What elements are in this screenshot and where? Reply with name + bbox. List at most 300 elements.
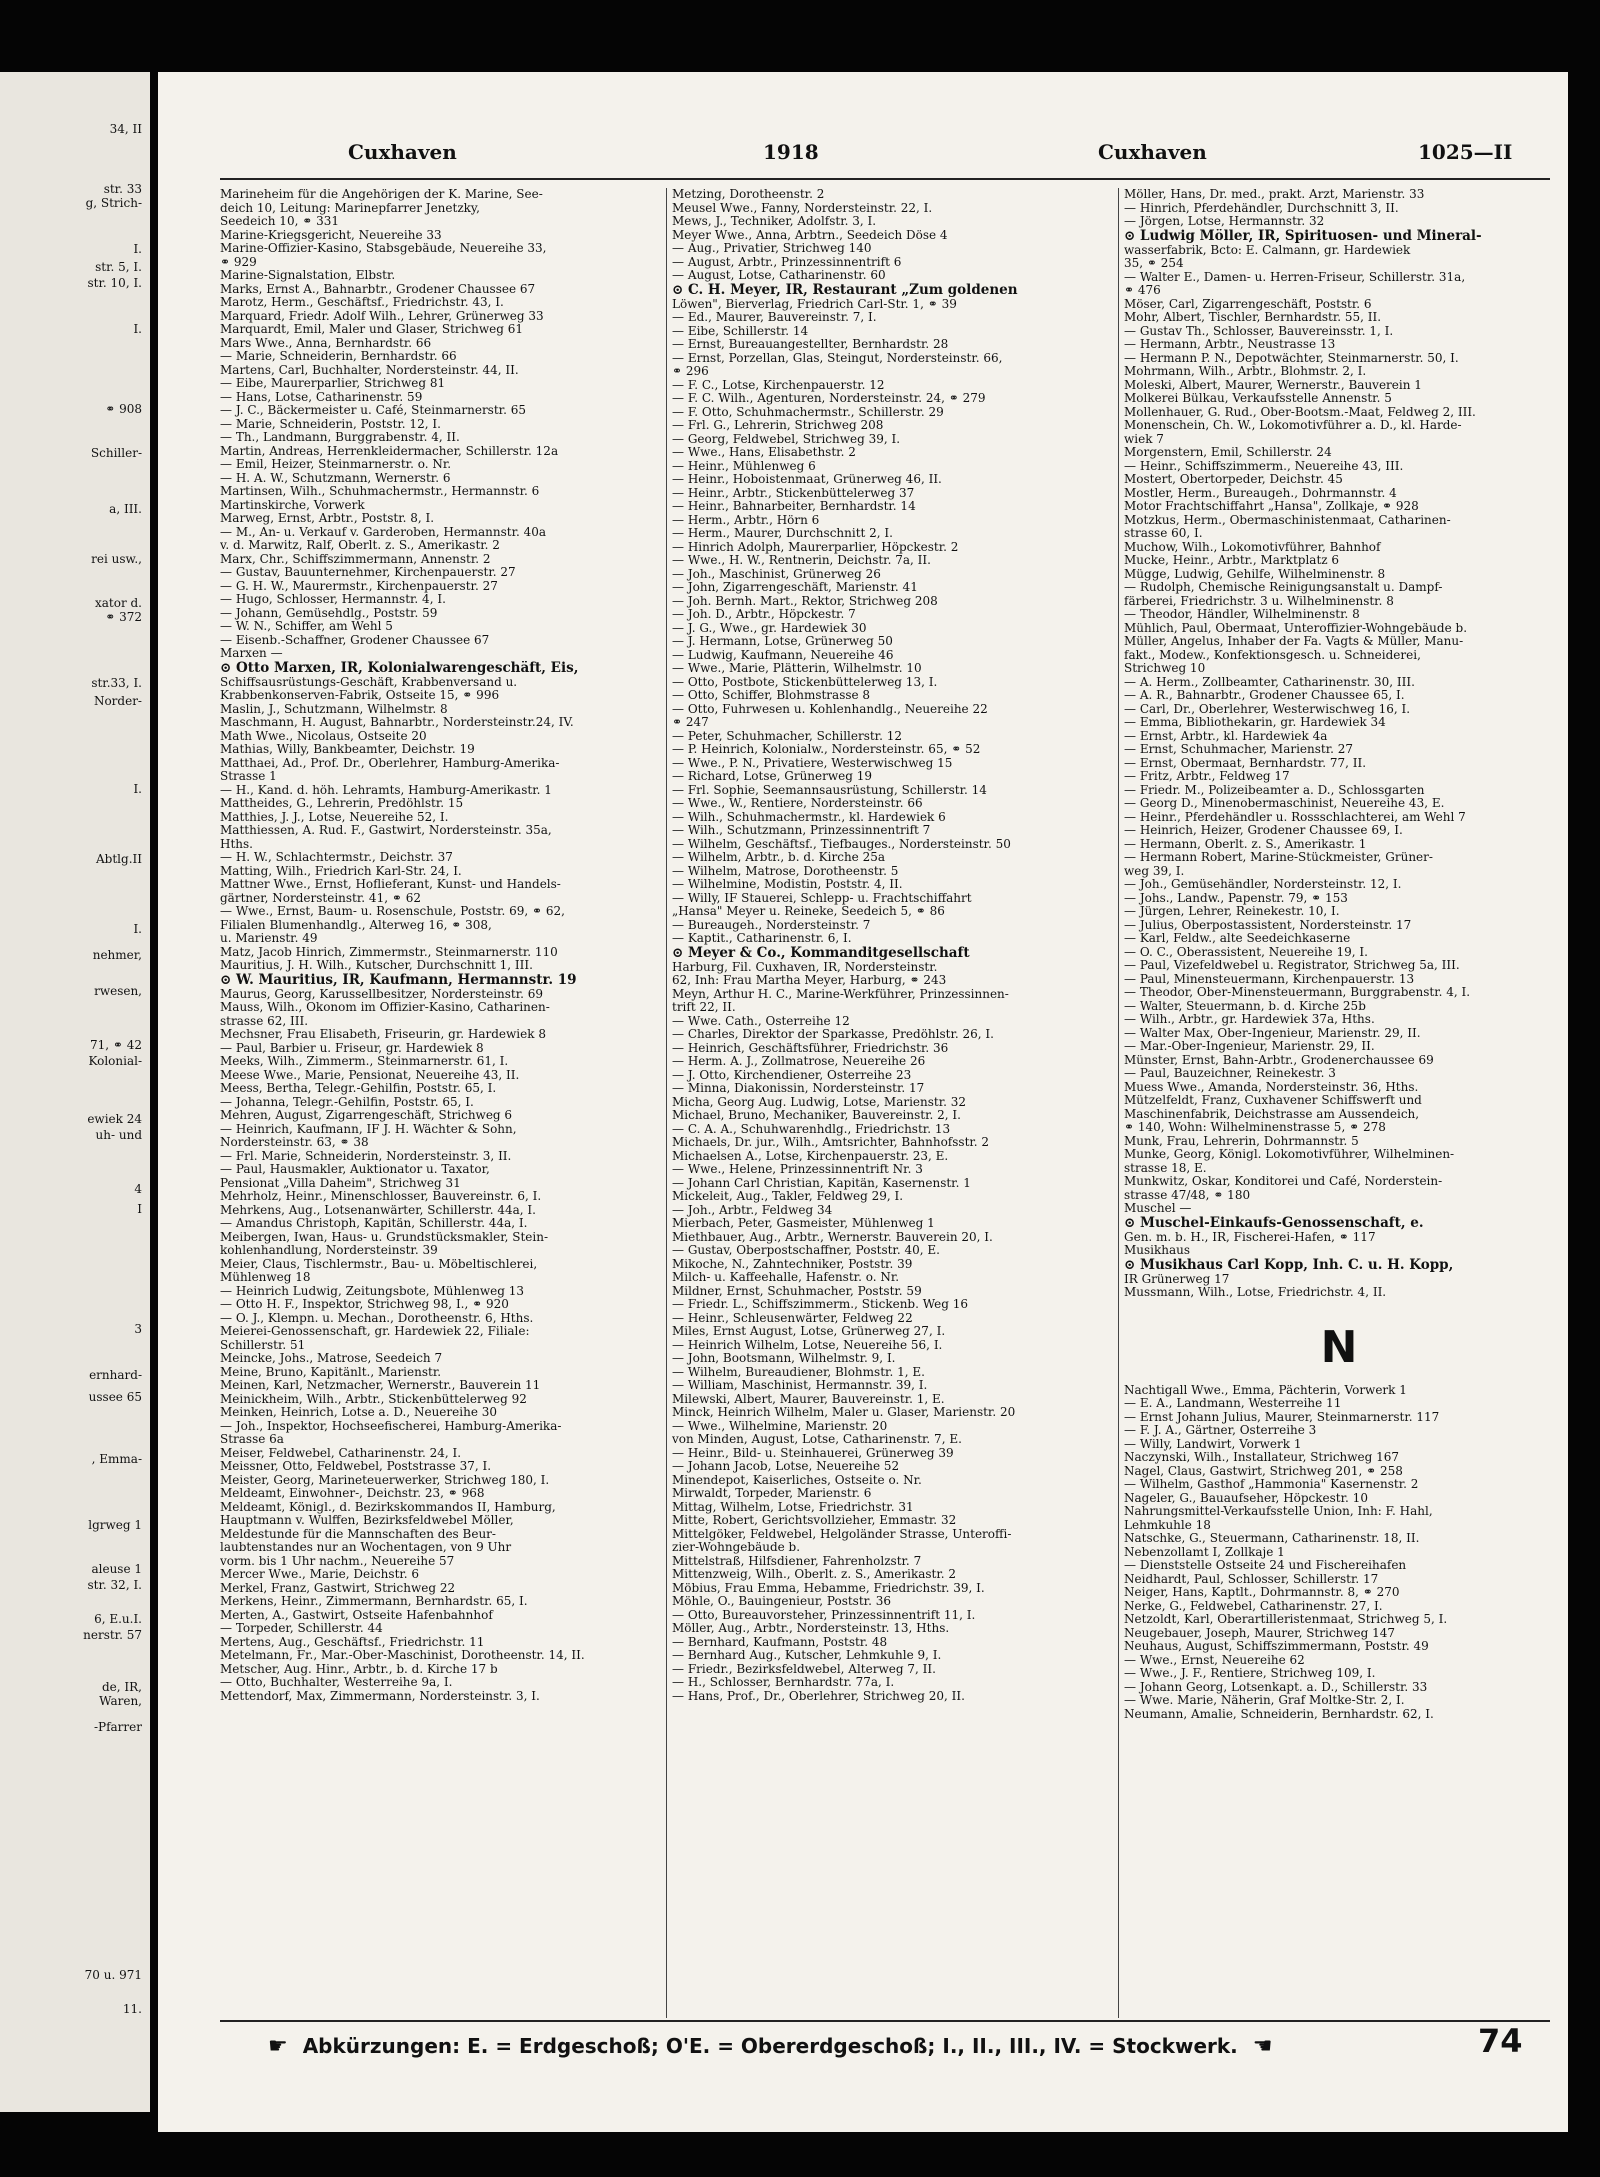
abbreviations-text: Abkürzungen: E. = Erdgeschoß; O'E. = Obererdgeschoß; I., II., III., IV. = Stockwerk. (302, 2034, 1238, 2058)
directory-entry: — Paul, Barbier u. Friseur, gr. Hardewiek 8 (220, 1041, 484, 1055)
directory-entry: gärtner, Nordersteinstr. 41, ⚭ 62 (220, 891, 421, 905)
directory-entry: — Wilhelm, Geschäftsf., Tiefbauges., Nordersteinstr. 50 (672, 837, 1011, 851)
directory-entry: Meibergen, Iwan, Haus- u. Grundstücksmakler, Stein- (220, 1230, 549, 1244)
directory-entry: Minck, Heinrich Wilhelm, Maler u. Glaser, Marienstr. 20 (672, 1406, 1016, 1419)
directory-entry: Miethbauer, Aug., Arbtr., Wernerstr. Bauverein 20, I. (672, 1230, 993, 1244)
directory-entry: Marine-Kriegsgericht, Neuereihe 33 (220, 228, 442, 242)
directory-entry: Mohr, Albert, Tischler, Bernhardstr. 55, II. (1124, 311, 1382, 324)
directory-entry: Marquardt, Emil, Maler und Glaser, Strichweg 61 (220, 323, 524, 336)
directory-entry: — Julius, Oberpostassistent, Nordersteinstr. 17 (1124, 918, 1412, 932)
directory-entry: Munke, Georg, Königl. Lokomotivführer, Wilhelminen- (1124, 1148, 1455, 1161)
adjacent-page-fragment: ewiek 24 (87, 1112, 142, 1126)
directory-entry: — A. Herm., Zollbeamter, Catharinenstr. 30, III. (1124, 675, 1415, 689)
directory-entry: — Hinrich Adolph, Maurerparlier, Höpckestr. 2 (672, 540, 959, 554)
directory-entry: Mews, J., Techniker, Adolfstr. 3, I. (672, 215, 877, 228)
directory-entry: — Wwe., H. W., Rentnerin, Deichstr. 7a, II. (672, 554, 931, 567)
directory-entry: Neugebauer, Joseph, Maurer, Strichweg 147 (1124, 1626, 1396, 1640)
directory-entry: Muess Wwe., Amanda, Nordersteinstr. 36, Hths. (1124, 1080, 1419, 1094)
directory-entry: Milch- u. Kaffeehalle, Hafenstr. o. Nr. (672, 1271, 900, 1284)
directory-entry: — Heinr., Arbtr., Stickenbüttelerweg 37 (672, 486, 915, 500)
directory-entry: — Herm. A. J., Zollmatrose, Neuereihe 26 (672, 1055, 926, 1068)
directory-entry: — Wilhelm, Matrose, Dorotheenstr. 5 (672, 864, 899, 878)
adjacent-page-fragment: ussee 65 (88, 1390, 142, 1404)
adjacent-page-fragment: 71, ⚭ 42 (89, 1038, 142, 1052)
adjacent-page-fragment: ernhard- (89, 1368, 142, 1382)
column-1 (220, 188, 650, 2018)
directory-entry: Maschinenfabrik, Deichstrasse am Aussendeich, (1124, 1107, 1420, 1121)
directory-entry: Minendepot, Kaiserliches, Ostseite o. Nr. (672, 1473, 922, 1487)
directory-entry: — Johann Jacob, Lotse, Neuereihe 52 (672, 1460, 900, 1473)
directory-entry: — Wilh., Schuhmachermstr., kl. Hardewiek 6 (672, 810, 946, 824)
directory-entry: — Johann Carl Christian, Kapitän, Kasernenstr. 1 (672, 1176, 971, 1190)
directory-entry: Merkel, Franz, Gastwirt, Strichweg 22 (220, 1581, 456, 1595)
directory-entry: Marineheim für die Angehörigen der K. Marine, See- (220, 188, 543, 201)
directory-entry: — Heinrich, Kaufmann, IF J. H. Wächter & Sohn, (220, 1122, 517, 1136)
directory-entry: — Ernst, Porzellan, Glas, Steingut, Nordersteinstr. 66, (672, 351, 1003, 365)
adjacent-page-fragment: 11. (122, 2002, 142, 2016)
directory-entry: Lehmkuhle 18 (1124, 1518, 1211, 1532)
directory-entry: Martinsen, Wilh., Schuhmachermstr., Hermannstr. 6 (220, 485, 540, 498)
directory-entry: Mussmann, Wilh., Lotse, Friedrichstr. 4, II. (1124, 1286, 1387, 1299)
directory-entry: u. Marienstr. 49 (220, 932, 318, 945)
pointing-hand-icon: ☚ (1252, 2034, 1273, 2059)
directory-entry: — Otto, Postbote, Stickenbüttelerweg 13, I. (672, 675, 938, 689)
directory-entry: — Wwe., P. N., Privatiere, Westerwischweg 15 (672, 756, 953, 770)
directory-entry: — August, Arbtr., Prinzessinnentrift 6 (672, 255, 902, 269)
directory-entry: — Heinr., Mühlenweg 6 (672, 459, 816, 473)
directory-entry: Maslin, J., Schutzmann, Wilhelmstr. 8 (220, 702, 448, 716)
directory-entry: — Karl, Feldw., alte Seedeichkaserne (1124, 932, 1351, 945)
directory-entry: Meine, Bruno, Kapitänlt., Marienstr. (220, 1365, 442, 1379)
directory-entry: Motor Frachtschiffahrt „Hansa", Zollkaje, ⚭ 928 (1124, 500, 1419, 513)
directory-entry: — Johs., Landw., Papenstr. 79, ⚭ 153 (1124, 891, 1348, 905)
directory-entry: — Willy, Landwirt, Vorwerk 1 (1124, 1437, 1302, 1451)
directory-entry: Metelmann, Fr., Mar.-Ober-Maschinist, Dorotheenstr. 14, II. (220, 1649, 585, 1662)
adjacent-page-fragment: uh- und (95, 1128, 142, 1142)
directory-entry: Mikoche, N., Zahntechniker, Poststr. 39 (672, 1257, 913, 1271)
directory-entry: — F. Otto, Schuhmachermstr., Schillerstr. 29 (672, 405, 944, 419)
directory-entry: Neuhaus, August, Schiffszimmermann, Poststr. 49 (1124, 1640, 1429, 1653)
directory-entry: Neiger, Hans, Kaptlt., Dohrmannstr. 8, ⚭ 270 (1124, 1586, 1400, 1599)
directory-entry: Möller, Aug., Arbtr., Nordersteinstr. 13, Hths. (672, 1622, 950, 1635)
directory-entry: Natschke, G., Steuermann, Catharinenstr. 18, II. (1124, 1532, 1420, 1545)
directory-entry: Marks, Ernst A., Bahnarbtr., Grodener Chaussee 67 (220, 282, 536, 296)
directory-entry: Meier, Claus, Tischlermstr., Bau- u. Möbeltischlerei, (220, 1257, 538, 1271)
header-city-left: Cuxhaven (348, 140, 457, 164)
directory-entry: — Hermann Robert, Marine-Stückmeister, Grüner- (1124, 851, 1433, 864)
directory-entry: — Walter, Steuermann, b. d. Kirche 25b (1124, 999, 1366, 1013)
directory-entry: Matz, Jacob Hinrich, Zimmermstr., Steinmarnerstr. 110 (220, 945, 558, 959)
directory-entry: — Joh. D., Arbtr., Höpckestr. 7 (672, 608, 856, 621)
directory-entry: Meldeamt, Königl., d. Bezirkskommandos II, Hamburg, (220, 1500, 556, 1514)
directory-entry: Filialen Blumenhandlg., Alterweg 16, ⚭ 308, (220, 918, 492, 932)
directory-entry: Mertens, Aug., Geschäftsf., Friedrichstr. 11 (220, 1635, 485, 1649)
directory-entry: ⊙ Otto Marxen, IR, Kolonialwarengeschäft, Eis, (220, 660, 579, 676)
directory-entry: laubtenstandes nur an Wochentagen, von 9 Uhr (220, 1541, 512, 1554)
directory-entry: Strasse 6a (220, 1433, 284, 1446)
adjacent-page-fragment: aleuse 1 (91, 1562, 142, 1576)
directory-entry: — Joh., Gemüsehändler, Nordersteinstr. 12, I. (1124, 878, 1402, 891)
directory-entry: — Wwe. Cath., Osterreihe 12 (672, 1014, 850, 1028)
adjacent-page-fragment: 34, II (109, 122, 142, 136)
directory-entry: strasse 18, E. (1124, 1161, 1207, 1175)
directory-entry: Miles, Ernst August, Lotse, Grünerweg 27, I. (672, 1325, 946, 1338)
directory-entry: — J. Hermann, Lotse, Grünerweg 50 (672, 635, 893, 648)
directory-entry: wasserfabrik, Bcto: E. Calmann, gr. Hardewiek (1124, 243, 1411, 257)
directory-entry: — Hans, Lotse, Catharinenstr. 59 (220, 390, 423, 404)
footer-rule (220, 2020, 1550, 2022)
directory-entry: Meinen, Karl, Netzmacher, Wernerstr., Bauverein 11 (220, 1379, 541, 1392)
directory-entry: — Emma, Bibliothekarin, gr. Hardewiek 34 (1124, 716, 1386, 729)
adjacent-page-fragment: xator d. (94, 596, 142, 610)
adjacent-page-fragment: rwesen, (94, 984, 142, 998)
directory-entry: — Otto H. F., Inspektor, Strichweg 98, I., ⚭ 920 (220, 1298, 509, 1311)
adjacent-page-fragment: , Emma- (91, 1452, 142, 1466)
directory-entry: — Wwe., Helene, Prinzessinnentrift Nr. 3 (672, 1163, 923, 1176)
directory-entry: Meincke, Johs., Matrose, Seedeich 7 (220, 1352, 443, 1365)
directory-entry: — Georg D., Minenobermaschinist, Neuereihe 43, E. (1124, 797, 1445, 810)
directory-entry: — Otto, Schiffer, Blohmstrasse 8 (672, 689, 871, 702)
directory-entry: Marweg, Ernst, Arbtr., Poststr. 8, I. (220, 512, 435, 525)
directory-entry: — Johanna, Telegr.-Gehilfin, Poststr. 65, I. (220, 1095, 474, 1109)
directory-entry: Michael, Bruno, Mechaniker, Bauvereinstr. 2, I. (672, 1109, 961, 1122)
adjacent-page-fragment: I (137, 1202, 142, 1216)
directory-entry: — Th., Landmann, Burggrabenstr. 4, II. (220, 431, 460, 444)
directory-entry: 62, Inh: Frau Martha Meyer, Harburg, ⚭ 243 (672, 974, 947, 987)
directory-entry: — Wwe., Wilhelmine, Marienstr. 20 (672, 1419, 888, 1433)
directory-entry: — F. C. Wilh., Agenturen, Nordersteinstr. 24, ⚭ 279 (672, 392, 986, 405)
directory-entry: Mühlich, Paul, Obermaat, Unteroffizier-Wohngebäude b. (1124, 621, 1468, 635)
directory-entry: ⊙ Ludwig Möller, IR, Spirituosen- und Mineral- (1124, 228, 1482, 244)
directory-entry: Marquard, Friedr. Adolf Wilh., Lehrer, Grünerweg 33 (220, 309, 544, 323)
directory-entry: Martinskirche, Vorwerk (220, 498, 365, 512)
directory-entry: Strichweg 10 (1124, 662, 1206, 675)
directory-entry: Mohrmann, Wilh., Arbtr., Blohmstr. 2, I. (1124, 365, 1367, 378)
directory-entry: ⊙ Musikhaus Carl Kopp, Inh. C. u. H. Kopp, (1124, 1257, 1454, 1273)
directory-entry: IR Grünerweg 17 (1124, 1272, 1230, 1286)
directory-entry: Naczynski, Wilh., Installateur, Strichweg 167 (1124, 1451, 1400, 1464)
directory-entry: — Walter Max, Ober-Ingenieur, Marienstr. 29, II. (1124, 1026, 1421, 1040)
directory-entry: Nebenzollamt I, Zollkaje 1 (1124, 1545, 1285, 1559)
directory-entry: — Peter, Schuhmacher, Schillerstr. 12 (672, 729, 902, 743)
header-rule (220, 178, 1550, 180)
directory-entry: — Herm., Arbtr., Hörn 6 (672, 513, 820, 527)
directory-entry: Mühlenweg 18 (220, 1271, 311, 1284)
directory-entry: — Wwe., J. F., Rentiere, Strichweg 109, I. (1124, 1667, 1376, 1680)
directory-entry: ⊙ W. Mauritius, IR, Kaufmann, Hermannstr. 19 (220, 972, 577, 988)
directory-entry: strasse 47/48, ⚭ 180 (1124, 1188, 1251, 1202)
directory-entry: — F. C., Lotse, Kirchenpauerstr. 12 (672, 378, 885, 392)
directory-entry: ⚭ 296 (672, 365, 709, 378)
adjacent-page-fragment: g, Strich- (85, 196, 142, 210)
directory-entry: — Frl. Marie, Schneiderin, Nordersteinstr. 3, II. (220, 1149, 512, 1163)
directory-entry: — Marie, Schneiderin, Poststr. 12, I. (220, 417, 441, 431)
directory-entry: — Friedr. M., Polizeibeamter a. D., Schlossgarten (1124, 783, 1425, 797)
directory-entry: ⊙ Meyer & Co., Kommanditgesellschaft (672, 945, 970, 961)
directory-entry: Martens, Carl, Buchhalter, Nordersteinstr. 44, II. (220, 363, 519, 377)
directory-entry: Möller, Hans, Dr. med., prakt. Arzt, Marienstr. 33 (1124, 188, 1425, 201)
header-city-right: Cuxhaven (1098, 140, 1207, 164)
directory-entry: Mildner, Ernst, Schuhmacher, Poststr. 59 (672, 1284, 922, 1298)
directory-entry: Musikhaus (1124, 1244, 1191, 1257)
directory-entry: Maschmann, H. August, Bahnarbtr., Nordersteinstr.24, IV. (220, 716, 574, 729)
adjacent-page-strip (0, 72, 150, 2112)
directory-entry: Meyer Wwe., Anna, Arbtrn., Seedeich Döse 4 (672, 228, 948, 242)
adjacent-page-fragment: a, III. (109, 502, 142, 516)
directory-entry: — M., An- u. Verkauf v. Garderoben, Hermannstr. 40a (220, 525, 547, 539)
directory-entry: — Wwe. Marie, Näherin, Graf Moltke-Str. 2, I. (1124, 1694, 1405, 1707)
directory-entry: strasse 62, III. (220, 1014, 309, 1028)
adjacent-page-fragment: I. (133, 782, 142, 796)
directory-entry: von Minden, August, Lotse, Catharinenstr. 7, E. (672, 1433, 962, 1446)
directory-entry: Matthies, J. J., Lotse, Neuereihe 52, I. (220, 810, 449, 824)
directory-entry: Löwen", Bierverlag, Friedrich Carl-Str. 1, ⚭ 39 (672, 297, 957, 311)
directory-entry: ⚭ 247 (672, 716, 709, 729)
directory-entry: Mützelfeldt, Franz, Cuxhavener Schiffswerft und (1124, 1094, 1422, 1107)
directory-entry: — Carl, Dr., Oberlehrer, Westerwischweg 16, I. (1124, 702, 1411, 716)
directory-entry: — Herm., Maurer, Durchschnitt 2, I. (672, 527, 893, 540)
directory-entry: Schiffsausrüstungs-Geschäft, Krabbenversand u. (220, 675, 518, 689)
directory-entry: Matting, Wilh., Friedrich Karl-Str. 24, I. (220, 864, 462, 878)
directory-entry: — Mar.-Ober-Ingenieur, Marienstr. 29, II. (1124, 1040, 1375, 1053)
directory-entry: — Otto, Buchhalter, Westerreihe 9a, I. (220, 1676, 453, 1689)
directory-entry: — Dienststelle Ostseite 24 und Fischereihafen (1124, 1559, 1407, 1572)
column-2 (672, 188, 1102, 2018)
directory-entry: — Heinr., Schiffszimmerm., Neuereihe 43, III. (1124, 459, 1404, 473)
directory-entry: — Otto, Bureauvorsteher, Prinzessinnentrift 11, I. (672, 1608, 976, 1622)
directory-entry: — Bernhard, Kaufmann, Poststr. 48 (672, 1635, 888, 1649)
directory-entry: — Hermann P. N., Depotwächter, Steinmarnerstr. 50, I. (1124, 351, 1459, 365)
directory-entry: — Ernst Johann Julius, Maurer, Steinmarnerstr. 117 (1124, 1410, 1440, 1424)
directory-entry: Mittag, Wilhelm, Lotse, Friedrichstr. 31 (672, 1500, 914, 1514)
directory-entry: zier-Wohngebäude b. (672, 1541, 801, 1554)
directory-entry: Möbius, Frau Emma, Hebamme, Friedrichstr. 39, I. (672, 1581, 985, 1595)
directory-entry: Meyn, Arthur H. C., Marine-Werkführer, Prinzessinnen- (672, 987, 1009, 1001)
directory-entry: Muchow, Wilh., Lokomotivführer, Bahnhof (1124, 540, 1381, 554)
directory-entry: — H., Schlosser, Bernhardstr. 77a, I. (672, 1676, 895, 1689)
column-3 (1124, 188, 1554, 2018)
directory-entry: färberei, Friedrichstr. 3 u. Wilhelminenstr. 8 (1124, 594, 1394, 608)
adjacent-page-fragment: str. 10, I. (87, 276, 142, 290)
directory-entry: Nerke, G., Feldwebel, Catharinenstr. 27, I. (1124, 1599, 1383, 1613)
directory-entry: Munkwitz, Oskar, Konditorei und Café, Norderstein- (1124, 1175, 1443, 1188)
directory-entry: Mickeleit, Aug., Takler, Feldweg 29, I. (672, 1190, 904, 1203)
directory-entry: Meinken, Heinrich, Lotse a. D., Neuereihe 30 (220, 1406, 498, 1419)
directory-entry: — Ernst, Schuhmacher, Marienstr. 27 (1124, 743, 1354, 756)
directory-entry: — Kaptit., Catharinenstr. 6, I. (672, 932, 852, 945)
directory-entry: — Johann Georg, Lotsenkapt. a. D., Schillerstr. 33 (1124, 1680, 1428, 1694)
directory-entry: — Heinrich, Geschäftsführer, Friedrichstr. 36 (672, 1041, 949, 1055)
directory-entry: — Joh., Arbtr., Feldweg 34 (672, 1203, 833, 1217)
directory-entry: Krabbenkonserven-Fabrik, Ostseite 15, ⚭ 996 (220, 689, 500, 702)
directory-entry: Marxen — (220, 647, 283, 660)
directory-entry: — Eibe, Maurerparlier, Strichweg 81 (220, 377, 446, 390)
directory-entry: ⊙ C. H. Meyer, IR, Restaurant „Zum goldenen (672, 282, 1018, 298)
directory-entry: — Wwe., Ernst, Neuereihe 62 (1124, 1653, 1305, 1667)
directory-entry: Micha, Georg Aug. Ludwig, Lotse, Marienstr. 32 (672, 1095, 967, 1109)
adjacent-page-fragment: lgrweg 1 (88, 1518, 142, 1532)
directory-entry: trift 22, II. (672, 1001, 736, 1014)
directory-entry: Meeks, Wilh., Zimmerm., Steinmarnerstr. 61, I. (220, 1055, 509, 1068)
directory-entry: — P. Heinrich, Kolonialw., Nordersteinstr. 65, ⚭ 52 (672, 743, 981, 756)
adjacent-page-fragment: str. 33 (103, 182, 142, 196)
directory-entry: Maurus, Georg, Karussellbesitzer, Nordersteinstr. 69 (220, 987, 544, 1001)
directory-entry: — Torpeder, Schillerstr. 44 (220, 1622, 383, 1635)
directory-entry: — C. A. A., Schuhwarenhdlg., Friedrichstr. 13 (672, 1122, 951, 1136)
directory-entry: — A. R., Bahnarbtr., Grodener Chaussee 65, I. (1124, 689, 1405, 702)
directory-entry: Meissner, Otto, Feldwebel, Poststrasse 37, I. (220, 1460, 492, 1473)
directory-entry: deich 10, Leitung: Marinepfarrer Jenetzky, (220, 201, 480, 215)
column-3-m-entries (1124, 188, 1554, 1300)
adjacent-page-fragment: ⚭ 908 (105, 402, 142, 416)
directory-entry: — O. J., Klempn. u. Mechan., Dorotheenstr. 6, Hths. (220, 1311, 534, 1325)
page-header (218, 140, 1548, 170)
directory-entry: ⊙ Muschel-Einkaufs-Genossenschaft, e. (1124, 1215, 1424, 1231)
directory-entry: Moleski, Albert, Maurer, Wernerstr., Bauverein 1 (1124, 378, 1422, 392)
directory-entry: vorm. bis 1 Uhr nachm., Neuereihe 57 (220, 1554, 455, 1568)
directory-entry: Nahrungsmittel-Verkaufsstelle Union, Inh: F. Hahl, (1124, 1505, 1433, 1518)
directory-entry: — Ernst, Arbtr., kl. Hardewiek 4a (1124, 729, 1328, 743)
directory-entry: — Wilhelm, Bureaudiener, Blohmstr. 1, E. (672, 1365, 925, 1379)
directory-entry: Hths. (220, 837, 253, 851)
adjacent-page-fragment: de, IR, (101, 1680, 142, 1694)
directory-entry: Metscher, Aug. Hinr., Arbtr., b. d. Kirche 17 b (220, 1662, 498, 1676)
directory-entry: — E. A., Landmann, Westerreihe 11 (1124, 1397, 1342, 1410)
directory-entry: Strasse 1 (220, 770, 277, 783)
directory-entry: — Friedr. L., Schiffszimmerm., Stickenb. Weg 16 (672, 1298, 968, 1311)
column-divider (666, 188, 667, 2018)
directory-entry: — Heinr., Pferdehändler u. Rossschlachterei, am Wehl 7 (1124, 810, 1466, 824)
directory-entry: — Emil, Heizer, Steinmarnerstr. o. Nr. (220, 458, 452, 471)
directory-entry: Seedeich 10, ⚭ 331 (220, 215, 339, 228)
directory-entry: Merkens, Heinr., Zimmermann, Bernhardstr. 65, I. (220, 1595, 528, 1608)
directory-entry: — Jürgen, Lehrer, Reinekestr. 10, I. (1124, 905, 1340, 918)
directory-entry: Meess, Bertha, Telegr.-Gehilfin, Poststr. 65, I. (220, 1082, 497, 1095)
directory-entry: Meister, Georg, Marineteuerwerker, Strichweg 180, I. (220, 1473, 550, 1487)
directory-entry: — H. A. W., Schutzmann, Wernerstr. 6 (220, 471, 451, 485)
directory-entry: — O. C., Oberassistent, Neuereihe 19, I. (1124, 945, 1368, 959)
directory-entry: Meusel Wwe., Fanny, Nordersteinstr. 22, I. (672, 201, 933, 215)
directory-entry: Gen. m. b. H., IR, Fischerei-Hafen, ⚭ 117 (1124, 1230, 1376, 1244)
directory-entry: — Hinrich, Pferdehändler, Durchschnitt 3, II. (1124, 201, 1399, 215)
directory-entry: — Bureaugeh., Nordersteinstr. 7 (672, 918, 871, 932)
adjacent-page-fragment: 70 u. 971 (84, 1968, 142, 1982)
directory-entry: — Eisenb.-Schaffner, Grodener Chaussee 67 (220, 633, 490, 647)
directory-entry: weg 39, I. (1124, 864, 1185, 878)
directory-entry: — Minna, Diakonissin, Nordersteinstr. 17 (672, 1082, 925, 1095)
directory-entry: — August, Lotse, Catharinenstr. 60 (672, 269, 886, 282)
directory-entry: Mattheides, G., Lehrerin, Predöhlstr. 15 (220, 797, 464, 810)
directory-entry: — Gustav, Oberpostschaffner, Poststr. 40, E. (672, 1244, 940, 1257)
directory-entry: — Heinr., Bahnarbeiter, Bernhardstr. 14 (672, 500, 916, 513)
directory-entry: — Hermann, Oberlt. z. S., Amerikastr. 1 (1124, 837, 1367, 851)
directory-entry: — Joh., Maschinist, Grünerweg 26 (672, 567, 881, 581)
directory-entry: Harburg, Fil. Cuxhaven, IR, Nordersteinstr. (672, 960, 938, 974)
directory-entry: — Ernst, Obermaat, Bernhardstr. 77, II. (1124, 756, 1367, 770)
directory-entry: Mettendorf, Max, Zimmermann, Nordersteinstr. 3, I. (220, 1689, 540, 1703)
directory-entry: — Gustav Th., Schlosser, Bauvereinsstr. 1, I. (1124, 324, 1394, 338)
adjacent-page-fragment: ⚭ 372 (105, 610, 142, 624)
directory-entry: — Wwe., Marie, Plätterin, Wilhelmstr. 10 (672, 662, 922, 675)
directory-entry: Molkerei Bülkau, Verkaufsstelle Annenstr. 5 (1124, 392, 1392, 405)
directory-entry: — Wwe., W., Rentiere, Nordersteinstr. 66 (672, 797, 923, 810)
directory-entry: — J. C., Bäckermeister u. Café, Steinmarnerstr. 65 (220, 404, 526, 417)
directory-entry: Mittenzweig, Wilh., Oberlt. z. S., Amerikastr. 2 (672, 1568, 957, 1581)
directory-entry: Mittelstraß, Hilfsdiener, Fahrenholzstr. 7 (672, 1554, 922, 1568)
directory-entry: Mittelgöker, Feldwebel, Helgoländer Strasse, Unteroffi- (672, 1527, 1012, 1541)
directory-entry: Möser, Carl, Zigarrengeschäft, Poststr. 6 (1124, 297, 1372, 311)
pointing-hand-icon: ☛ (268, 2034, 288, 2059)
directory-entry: ⚭ 476 (1124, 284, 1161, 297)
directory-entry: Meldeamt, Einwohner-, Deichstr. 23, ⚭ 968 (220, 1487, 485, 1500)
section-letter: N (1320, 1321, 1358, 1373)
directory-entry: Munk, Frau, Lehrerin, Dohrmannstr. 5 (1124, 1134, 1359, 1148)
directory-entry: — Heinrich, Heizer, Grodener Chaussee 69, I. (1124, 824, 1403, 837)
directory-entry: — Walter E., Damen- u. Herren-Friseur, Schillerstr. 31a, (1124, 270, 1466, 284)
directory-entry: Meiser, Feldwebel, Catharinenstr. 24, I. (220, 1446, 462, 1460)
directory-entry: — Paul, Hausmakler, Auktionator u. Taxator, (220, 1163, 490, 1176)
directory-entry: Mars Wwe., Anna, Bernhardstr. 66 (220, 336, 432, 350)
column-divider (1118, 188, 1119, 2018)
directory-entry: — Jörgen, Lotse, Hermannstr. 32 (1124, 215, 1325, 228)
directory-entry: Münster, Ernst, Bahn-Arbtr., Grodenerchaussee 69 (1124, 1053, 1434, 1067)
directory-entry: ⚭ 929 (220, 255, 257, 269)
directory-entry: — G. H. W., Maurermstr., Kirchenpauerstr. 27 (220, 579, 498, 593)
directory-entry: — Wwe., Ernst, Baum- u. Rosenschule, Poststr. 69, ⚭ 62, (220, 905, 565, 918)
directory-entry: Mechsner, Frau Elisabeth, Friseurin, gr. Hardewiek 8 (220, 1028, 546, 1041)
directory-entry: — Otto, Fuhrwesen u. Kohlenhandlg., Neuereihe 22 (672, 702, 988, 716)
directory-entry: — Ernst, Bureauangestellter, Bernhardstr. 28 (672, 338, 949, 351)
directory-entry: Marine-Offizier-Kasino, Stabsgebäude, Neuereihe 33, (220, 242, 547, 255)
directory-entry: Mehrholz, Heinr., Minenschlosser, Bauvereinstr. 6, I. (220, 1190, 542, 1203)
directory-entry: wiek 7 (1124, 432, 1164, 446)
directory-entry: — Paul, Vizefeldwebel u. Registrator, Strichweg 5a, III. (1124, 959, 1460, 972)
directory-entry: — Wilhelm, Arbtr., b. d. Kirche 25a (672, 851, 886, 864)
column-3-n-entries (1124, 1384, 1554, 1722)
directory-entry: kohlenhandlung, Nordersteinstr. 39 (220, 1244, 438, 1257)
directory-entry: v. d. Marwitz, Ralf, Oberlt. z. S., Amerikastr. 2 (220, 539, 500, 552)
directory-entry: Mehren, August, Zigarrengeschäft, Strichweg 6 (220, 1109, 513, 1122)
adjacent-page-fragment: -Pfarrer (93, 1720, 142, 1734)
directory-entry: — Amandus Christoph, Kapitän, Schillerstr. 44a, I. (220, 1217, 528, 1230)
directory-entry: Nordersteinstr. 63, ⚭ 38 (220, 1136, 369, 1149)
directory-entry: Meinickheim, Wilh., Arbtr., Stickenbüttelerweg 92 (220, 1392, 527, 1406)
directory-entry: — Heinrich Wilhelm, Lotse, Neuereihe 56, I. (672, 1338, 943, 1352)
directory-entry: — Bernhard Aug., Kutscher, Lehmkuhle 9, I. (672, 1649, 942, 1662)
directory-entry: Möhle, O., Bauingenieur, Poststr. 36 (672, 1595, 891, 1608)
directory-entry: — Ludwig, Kaufmann, Neuereihe 46 (672, 648, 894, 662)
directory-entry: — Frl. Sophie, Seemannsausrüstung, Schillerstr. 14 (672, 783, 987, 797)
directory-entry: Mügge, Ludwig, Gehilfe, Wilhelminenstr. 8 (1124, 567, 1386, 581)
directory-entry: Merten, A., Gastwirt, Ostseite Hafenbahnhof (220, 1608, 493, 1622)
adjacent-page-fragment: rei usw., (91, 552, 142, 566)
directory-entry: Hauptmann v. Wulffen, Bezirksfeldwebel Möller, (220, 1514, 514, 1527)
adjacent-page-fragment: I. (133, 922, 142, 936)
directory-entry: Morgenstern, Emil, Schillerstr. 24 (1124, 446, 1332, 459)
adjacent-page-fragment: Abtlg.II (96, 852, 142, 866)
adjacent-page-fragment: str. 5, I. (95, 260, 142, 274)
directory-entry: Mercer Wwe., Marie, Deichstr. 6 (220, 1568, 420, 1581)
directory-page (158, 72, 1568, 2132)
adjacent-page-fragment: nehmer, (92, 948, 142, 962)
adjacent-page-fragment: I. (133, 322, 142, 336)
directory-entry: Mollenhauer, G. Rud., Ober-Bootsm.-Maat, Feldweg 2, III. (1124, 405, 1476, 419)
directory-entry: Matthiessen, A. Rud. F., Gastwirt, Nordersteinstr. 35a, (220, 824, 552, 837)
directory-entry: — Frl. G., Lehrerin, Strichweg 208 (672, 419, 884, 432)
adjacent-page-fragment: Norder- (93, 694, 142, 708)
abbreviations-footer (268, 2034, 1448, 2064)
directory-entry: Marx, Chr., Schiffszimmermann, Annenstr. 2 (220, 552, 491, 566)
